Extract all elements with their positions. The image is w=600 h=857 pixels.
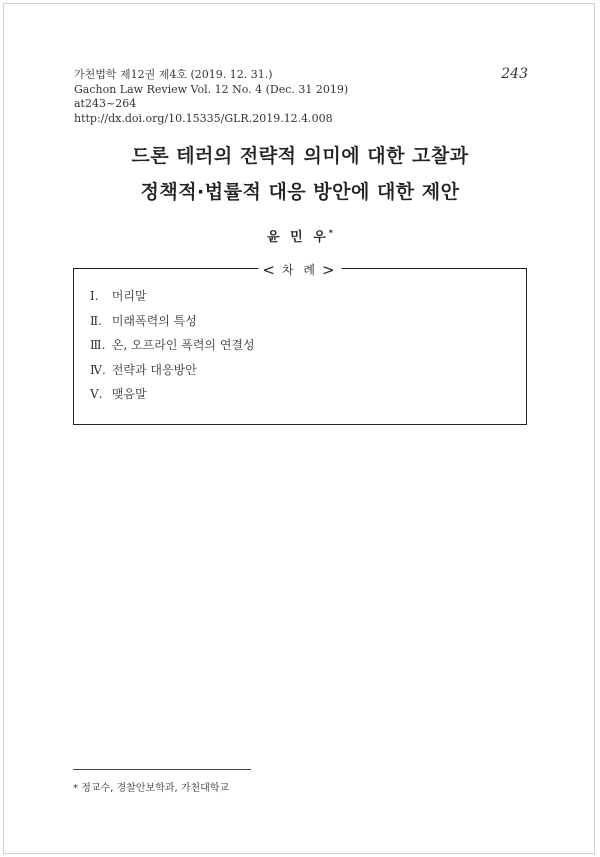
toc-item-label: 전략과 대응방안 — [111, 362, 197, 377]
toc-item-label: 맺음말 — [111, 387, 147, 401]
toc-item-number: Ⅱ. — [90, 313, 102, 328]
table-of-contents — [73, 260, 527, 425]
journal-issue: 가천법학 제12권 제4호 (2019. 12. 31.) — [74, 68, 273, 81]
toc-item-label: 온, 오프라인 폭력의 연결성 — [111, 338, 255, 352]
journal-meta — [74, 68, 348, 126]
author-footnote-mark[interactable]: * — [328, 228, 333, 238]
footnote-divider — [73, 769, 251, 770]
toc-item-number: Ⅰ. — [90, 289, 99, 303]
author-name: 윤 민 우 — [267, 230, 329, 245]
paper-title — [0, 138, 600, 210]
right-angle-bracket-icon: > — [322, 260, 338, 279]
footnote-text: 정교수, 경찰안보학과, 가천대학교 — [81, 783, 230, 794]
toc-item[interactable] — [90, 387, 255, 412]
author — [0, 226, 600, 245]
toc-header — [258, 261, 341, 278]
toc-list — [90, 289, 255, 412]
left-angle-bracket-icon: < — [262, 260, 278, 279]
toc-item-number: Ⅴ. — [90, 387, 103, 401]
toc-item[interactable] — [90, 289, 255, 314]
footnote — [73, 779, 229, 794]
toc-heading: 차 례 — [282, 263, 318, 277]
toc-item-label: 머리말 — [111, 289, 147, 303]
toc-item[interactable] — [90, 314, 255, 339]
journal-english-issue: Gachon Law Review Vol. 12 No. 4 (Dec. 31 2019) — [74, 82, 349, 96]
toc-item[interactable] — [90, 363, 255, 388]
journal-pages: at243~264 — [74, 97, 137, 110]
toc-item-number: Ⅲ. — [90, 338, 106, 352]
toc-item[interactable] — [90, 338, 255, 363]
page-number: 243 — [501, 66, 528, 82]
title-line-1: 드론 테러의 전략적 의미에 대한 고찰과 — [131, 145, 469, 167]
title-line-2: 정책적·법률적 대응 방안에 대한 제안 — [140, 181, 460, 203]
toc-item-label: 미래폭력의 특성 — [111, 313, 197, 328]
toc-item-number: Ⅳ. — [90, 362, 106, 377]
doi-link[interactable]: http://dx.doi.org/10.15335/GLR.2019.12.4.008 — [74, 111, 333, 125]
page-frame — [3, 3, 595, 854]
footnote-mark: * — [73, 783, 78, 794]
